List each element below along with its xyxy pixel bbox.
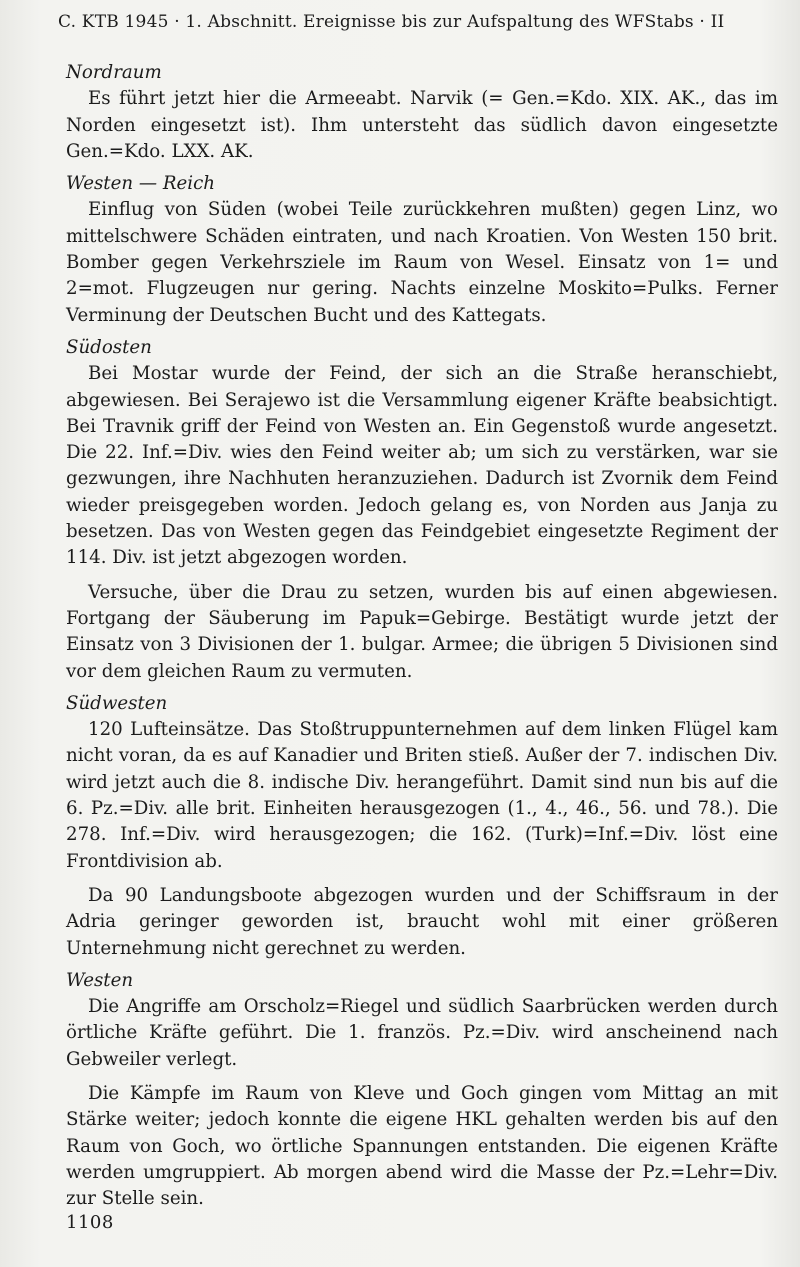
paragraph: Die Angriffe am Orscholz=Riegel und südlich Saarbrücken werden durch örtliche Kräfte geführt. Die 1. französ. Pz.=Div. wird anscheinend nach Gebweiler verlegt.	[66, 996, 778, 1070]
paragraph: Versuche, über die Drau zu setzen, wurden bis auf einen abgewiesen. Fortgang der Säuberung im Papuk=Gebirge. Bestätigt wurde jetzt der Einsatz von 3 Divisionen der 1. bulgar. Armee; die übrigen 5 Divisionen sind vor dem gleichen Raum zu vermuten.	[66, 581, 778, 682]
paragraph: 120 Lufteinsätze. Das Stoßtruppunternehmen auf dem linken Flügel kam nicht voran, da es auf Kanadier und Briten stieß. Außer der 7. indischen Div. wird jetzt auch die 8. indische Div. herangeführt. Damit sind nun bis auf die 6. Pz.=Div. alle brit. Einheiten herausgezogen (1., 4., 46., 56. und 78.). Die 278. Inf.=Div. wird herausgezogen; die 162. (Turk)=Inf.=Div. löst eine Frontdivision ab.	[66, 719, 778, 872]
paragraph: Es führt jetzt hier die Armeeabt. Narvik (= Gen.=Kdo. XIX. AK., das im Norden eingesetzt ist). Ihm untersteht das südlich davon eingesetzte Gen.=Kdo. LXX. AK.	[66, 88, 778, 162]
page-number: 1108	[66, 1212, 114, 1233]
section-heading-suedosten: Südosten	[66, 336, 152, 358]
running-head: C. KTB 1945 · 1. Abschnitt. Ereignisse bis zur Aufspaltung des WFStabs · II	[58, 12, 725, 32]
section-heading-nordraum: Nordraum	[66, 62, 162, 83]
paragraph: Bei Mostar wurde der Feind, der sich an die Straße heranschiebt, abgewiesen. Bei Serajewo ist die Versammlung eigener Kräfte beabsichtigt. Bei Travnik griff der Feind von Westen an. Ein Gegenstoß wurde angesetzt. Die 22. Inf.=Div. wies den Feind weiter ab; um sich zu verstärken, war sie gezwungen, ihre Nachhuten heranzuziehen. Dadurch ist Zvornik dem Feind wieder preisgegeben worden. Jedoch gelang es, von Norden aus Janja zu besetzen. Das von Westen gegen das Feindgebiet eingesetzte Regiment der 114. Div. ist jetzt abgezogen worden.	[66, 363, 778, 569]
page-body	[66, 60, 778, 1212]
section-heading-westen-reich: Westen — Reich	[66, 173, 216, 195]
section-heading-suedwesten: Südwesten	[66, 692, 168, 714]
paragraph: Einflug von Süden (wobei Teile zurückkehren mußten) gegen Linz, wo mittelschwere Schäden eintraten, und nach Kroatien. Von Westen 150 brit. Bomber gegen Verkehrsziele im Raum von Wesel. Einsatz von 1= und 2=mot. Flugzeugen nur gering. Nachts einzelne Moskito=Pulks. Ferner Verminung der Deutschen Bucht und des Kattegats.	[66, 199, 778, 326]
section-heading-westen: Westen	[66, 969, 134, 991]
paragraph: Die Kämpfe im Raum von Kleve und Goch gingen vom Mittag an mit Stärke weiter; jedoch konnte die eigene HKL gehalten werden bis auf den Raum von Goch, wo örtliche Spannungen entstanden. Die eigenen Kräfte werden umgruppiert. Ab morgen abend wird die Masse der Pz.=Lehr=Div. zur Stelle sein.	[66, 1082, 778, 1210]
paragraph: Da 90 Landungsboote abgezogen wurden und der Schiffsraum in der Adria geringer geworden ist, braucht wohl mit einer größeren Unternehmung nicht gerechnet zu werden.	[66, 884, 778, 959]
